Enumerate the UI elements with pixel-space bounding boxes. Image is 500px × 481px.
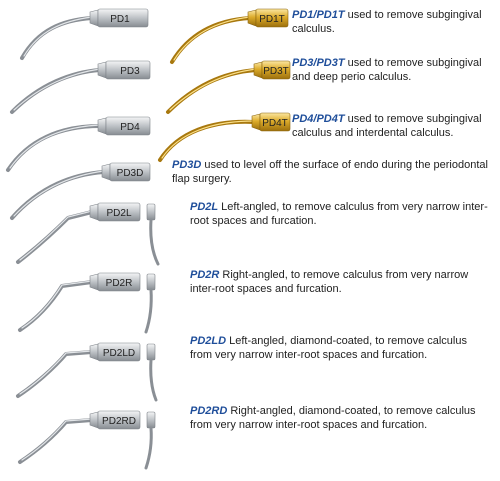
- tip-pd2l: [18, 203, 158, 264]
- tip-label-pd2l: PD2L: [106, 208, 132, 219]
- description-code: PD3D: [172, 159, 202, 171]
- description-pd4: [292, 112, 492, 140]
- tip-label-pd1: PD1: [110, 14, 130, 25]
- description-code: PD2RD: [190, 405, 228, 417]
- pd2l-side-view: [147, 204, 158, 264]
- description-text: used to remove subgingival calculus and interdental calculus.: [292, 113, 482, 139]
- tip-pd2ld: [18, 343, 156, 400]
- description-text: Left-angled, to remove calculus from very narrow inter-root spaces and furcation.: [190, 201, 488, 227]
- description-code: PD3/PD3T: [292, 57, 345, 69]
- description-code: PD2LD: [190, 335, 227, 347]
- tip-label-pd4t: PD4T: [262, 118, 288, 129]
- tip-label-pd2ld: PD2LD: [102, 348, 136, 359]
- description-text: Right-angled, to remove calculus from very narrow inter-root spaces and furcation.: [190, 269, 469, 295]
- description-pd2l: [190, 200, 490, 228]
- tip-pd1t: [172, 9, 288, 62]
- description-code: PD2R: [190, 269, 220, 281]
- tip-label-pd2r: PD2R: [105, 278, 133, 289]
- tip-label-pd4: PD4: [120, 122, 140, 133]
- description-text: Right-angled, diamond-coated, to remove calculus from very narrow inter-root spaces and furcation.: [190, 405, 476, 431]
- description-text: used to remove subgingival calculus.: [292, 9, 482, 35]
- tip-label-pd3: PD3: [120, 66, 140, 77]
- description-pd3d: [172, 158, 494, 186]
- description-pd2ld: [190, 334, 490, 362]
- tip-pd3t: [168, 61, 290, 112]
- tip-pd2rd: [20, 411, 155, 468]
- tip-label-pd2rd: PD2RD: [102, 416, 136, 427]
- description-text: Left-angled, diamond-coated, to remove calculus from very narrow inter-root spaces and furcation.: [190, 335, 467, 361]
- tip-pd1: [22, 9, 148, 58]
- description-pd3: [292, 56, 492, 84]
- tip-pd2r: [20, 273, 155, 332]
- pd2r-side-view: [146, 274, 155, 332]
- tip-pd4: [8, 117, 150, 170]
- tip-label-pd1t: PD1T: [259, 14, 285, 25]
- description-text: used to remove subgingival and deep perio calculus.: [292, 57, 482, 83]
- pd2ld-side-view: [147, 344, 156, 400]
- description-pd1: [292, 8, 492, 36]
- tip-label-pd3d: PD3D: [116, 168, 144, 179]
- description-text: used to level off the surface of endo during the periodontal flap surgery.: [172, 159, 488, 185]
- description-pd2r: [190, 268, 490, 296]
- tip-label-pd3t: PD3T: [263, 66, 289, 77]
- description-code: PD2L: [190, 201, 219, 213]
- description-pd2rd: [190, 404, 490, 432]
- tip-pd3: [12, 61, 150, 112]
- description-code: PD1/PD1T: [292, 9, 345, 21]
- description-code: PD4/PD4T: [292, 113, 345, 125]
- tip-pd4t: [160, 113, 290, 160]
- pd2rd-side-view: [146, 412, 155, 468]
